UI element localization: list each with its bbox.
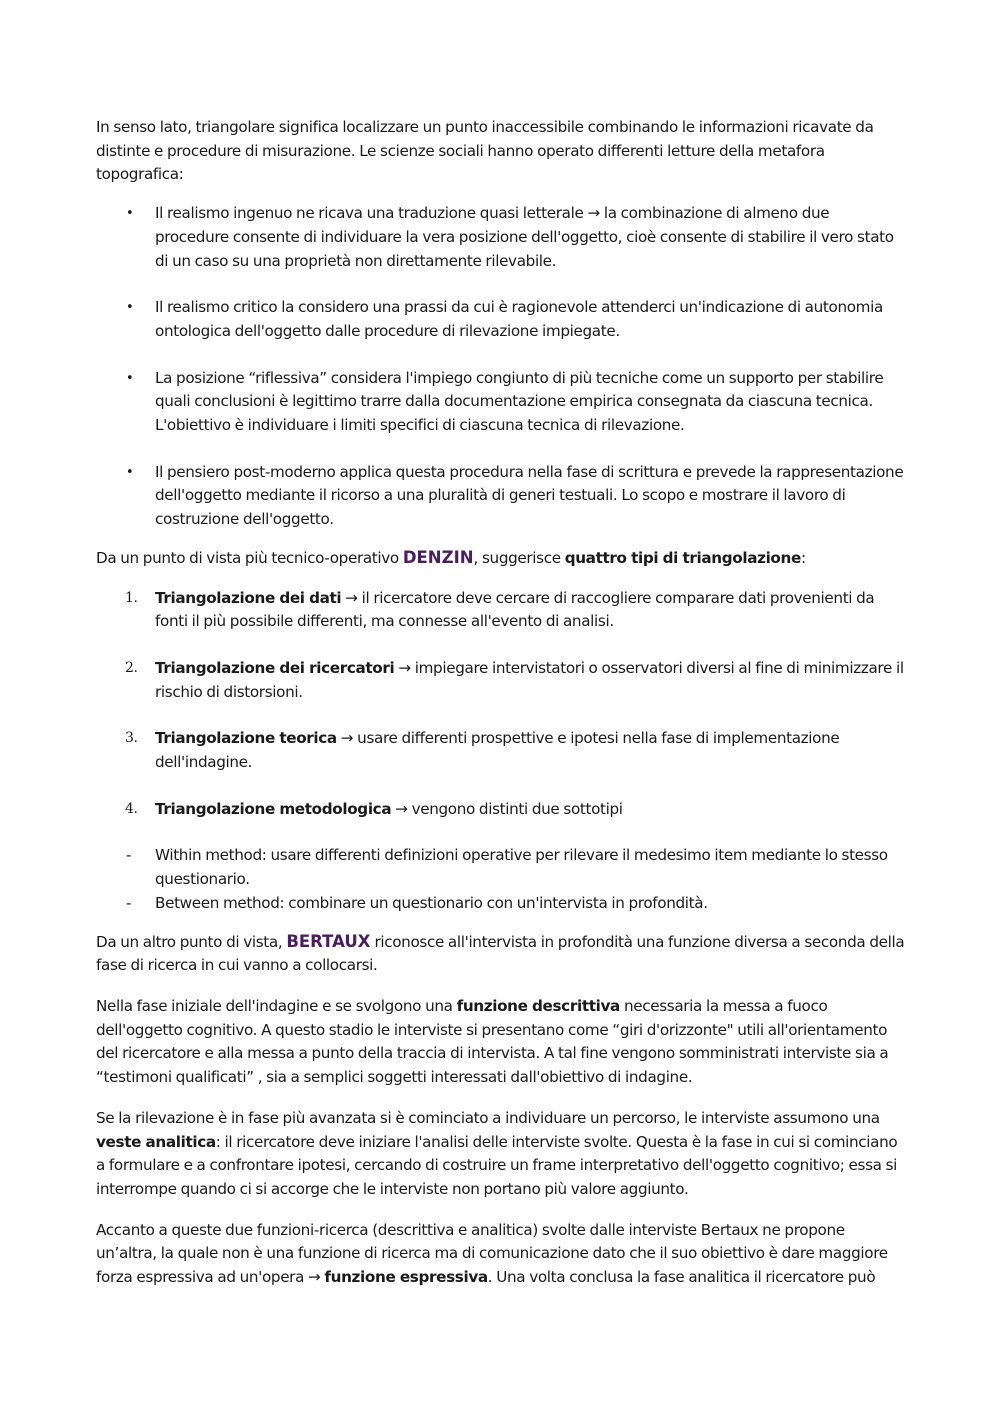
analytic-function-paragraph: Se la rilevazione è in fase più avanzata si è cominciato a individuare un percorso, le interviste assumono una veste analitica: il ricercatore deve iniziare l'analisi delle interviste svolte. Questa è la fase in cui si cominciano a formulare e a confrontare ipotesi, cercando di costruire un frame interpretativo dell'oggetto cognitivo; essa si interrompe quando ci si accorge che le interviste non portano più valore aggiunto. bbox=[96, 1108, 898, 1198]
arrow-icon: → bbox=[336, 729, 358, 748]
list-item bbox=[96, 892, 906, 916]
numbered-item bbox=[96, 587, 906, 634]
item-text: impiegare intervistatori o osservatori diversi al fine di minimizzare il rischio di distorsioni. bbox=[155, 658, 904, 701]
item-title: Triangolazione dei ricercatori bbox=[155, 658, 395, 677]
dash-marker: - bbox=[126, 893, 132, 912]
item-text: usare differenti prospettive e ipotesi nella fase di implementazione dell'indagine. bbox=[155, 729, 840, 772]
item-text: il ricercatore deve cercare di raccogliere comparare dati provenienti da fonti il più possibile differenti, ma connesse all'evento di analisi. bbox=[155, 588, 875, 631]
item-title: Triangolazione teorica bbox=[155, 729, 337, 748]
item-title: Triangolazione metodologica bbox=[155, 799, 392, 818]
item-text: vengono distinti due sottotipi bbox=[411, 799, 623, 818]
item-text: Within method: usare differenti definizioni operative per rilevare il medesimo item mediante lo stesso questionario. bbox=[155, 846, 888, 889]
denzin-paragraph: Da un punto di vista più tecnico-operativo DENZIN, suggerisce quattro tipi di triangolazione: bbox=[96, 547, 806, 567]
item-number: 2. bbox=[125, 659, 138, 676]
triangulation-types-list bbox=[96, 587, 906, 822]
intro-paragraph: In senso lato, triangolare significa localizzare un punto inaccessibile combinando le informazioni ricavate da distinte e procedure di misurazione. Le scienze sociali hanno operato differenti letture della metafora topografica: bbox=[96, 118, 874, 184]
arrow-icon: → bbox=[341, 588, 362, 607]
list-item bbox=[96, 202, 906, 273]
item-text-rest: la combinazione di almeno due procedure consente di individuare la vera posizione dell'oggetto, cioè consente di stabilire il vero stato di un caso su una proprietà non direttamente rilevabile. bbox=[155, 204, 894, 270]
subtypes-list bbox=[96, 844, 906, 915]
item-text: Il pensiero post-moderno applica questa procedura nella fase di scrittura e prevede la rappresentazione dell'oggetto mediante il ricorso a una pluralità di generi testuali. Lo scopo e mostrare il lavoro di costruzione dell'oggetto. bbox=[155, 462, 904, 529]
dash-marker: - bbox=[126, 846, 132, 865]
list-item bbox=[96, 296, 906, 343]
approaches-list bbox=[96, 202, 906, 532]
bullet-icon: • bbox=[126, 464, 134, 480]
list-item bbox=[96, 461, 906, 532]
expressive-function-paragraph: Accanto a queste due funzioni-ricerca (descrittiva e analitica) svolte dalle interviste Bertaux ne propone un’altra, la quale non è una funzione di ricerca ma di comunicazione dato che il suo obiettivo è dare maggiore forza espressiva ad un'opera → funzione espressiva. Una volta conclusa la fase analitica il ricercatore può bbox=[96, 1220, 888, 1287]
numbered-item bbox=[96, 798, 906, 822]
item-number: 4. bbox=[125, 800, 138, 817]
numbered-item bbox=[96, 727, 906, 774]
item-text: Il realismo critico la considero una prassi da cui è ragionevole attenderci un'indicazione di autonomia ontologica dell'oggetto dalle procedure di rilevazione impiegate. bbox=[155, 298, 883, 340]
list-item bbox=[96, 367, 906, 438]
bullet-icon: • bbox=[126, 370, 134, 386]
arrow-icon: → bbox=[391, 799, 412, 818]
item-text: Between method: combinare un questionario con un'intervista in profondità. bbox=[155, 893, 708, 912]
item-number: 3. bbox=[125, 730, 138, 747]
author-denzin: DENZIN bbox=[402, 547, 474, 567]
bullet-icon: • bbox=[126, 300, 134, 316]
arrow-icon: → bbox=[394, 658, 415, 677]
descriptive-function-paragraph: Nella fase iniziale dell'indagine e se svolgono una funzione descrittiva necessaria la messa a fuoco dell'oggetto cognitivo. A questo stadio le interviste si presentano come “giri d'orizzonte" utili all'orientamento del ricercatore e alla messa a punto della traccia di intervista. A tal fine vengono somministrati interviste sia a “testimoni qualificati” , sia a semplici soggetti interessati dall'obiettivo di indagine. bbox=[96, 996, 889, 1087]
item-number: 1. bbox=[125, 589, 138, 606]
list-item bbox=[96, 844, 906, 891]
item-text: Il realismo ingenuo ne ricava una traduzione quasi letterale bbox=[155, 204, 588, 223]
numbered-item bbox=[96, 657, 906, 704]
author-bertaux: BERTAUX bbox=[286, 931, 371, 951]
item-text: La posizione “riflessiva” considera l'impiego congiunto di più tecniche come un supporto per stabilire quali conclusioni è legittimo trarre dalla documentazione empirica consegnata da ciascuna tecnica. L'obiettivo è individuare i limiti specifici di ciascuna tecnica di rilevazione. bbox=[155, 368, 884, 435]
page-content bbox=[96, 116, 906, 1290]
bertaux-paragraph: Da un altro punto di vista, BERTAUX riconosce all'intervista in profondità una funzione diversa a seconda della fase di ricerca in cui vanno a collocarsi. bbox=[96, 931, 905, 975]
item-title: Triangolazione dei dati bbox=[155, 588, 342, 607]
bullet-icon: • bbox=[126, 206, 134, 222]
arrow-icon: → bbox=[587, 204, 600, 223]
arrow-icon: → bbox=[308, 1268, 325, 1287]
